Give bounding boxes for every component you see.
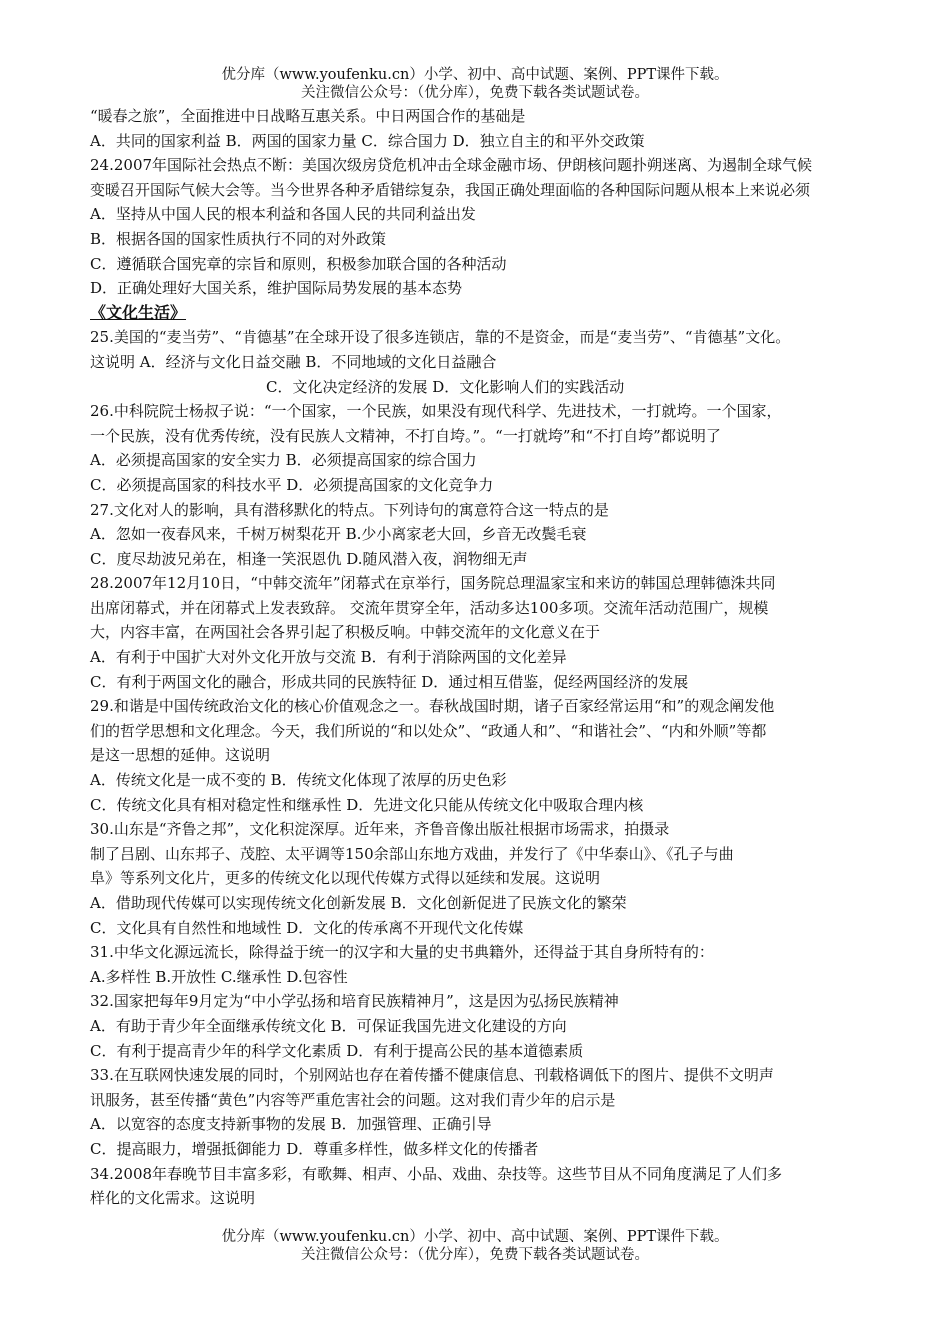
text-line: C．度尽劫波兄弟在，相逢一笑泯恩仇 D.随风潜入夜，润物细无声 — [90, 549, 528, 568]
text-line: 大，内容丰富，在两国社会各界引起了积极反响。中韩交流年的文化意义在于 — [90, 623, 601, 642]
page-header — [0, 66, 950, 102]
text-line: 24.2007年国际社会热点不断：美国次级房贷危机冲击全球金融市场、伊朗核问题扑朔迷离、为遏制全球气候 — [90, 156, 813, 175]
footer-line-2: 关注微信公众号：（优分库），免费下载各类试题试卷。 — [301, 1247, 649, 1263]
text-line: 28.2007年12月10日，“中韩交流年”闭幕式在京举行，国务院总理温家宝和来访的韩国总理韩德洙共同 — [90, 574, 776, 593]
header-line-1: 优分库（www.youfenku.cn）小学、初中、高中试题、案例、PPT课件下载。 — [221, 67, 729, 83]
text-line: A．必须提高国家的安全实力 B．必须提高国家的综合国力 — [90, 451, 477, 470]
text-line: C．有利于两国文化的融合，形成共同的民族特征 D．通过相互借鉴，促经两国经济的发展 — [90, 672, 689, 691]
text-line: 阜》等系列文化片，更多的传统文化以现代传媒方式得以延续和发展。这说明 — [90, 869, 601, 888]
page-footer — [0, 1228, 950, 1264]
text-line: 27.文化对人的影响，具有潜移默化的特点。下列诗句的寓意符合这一特点的是 — [90, 500, 609, 519]
text-line: 样化的文化需求。这说明 — [90, 1189, 256, 1208]
text-line: 26.中科院院士杨叔子说：“一个国家，一个民族，如果没有现代科学、先进技术，一打就垮。一个国家， — [90, 402, 782, 421]
text-line: 33.在互联网快速发展的同时，个别网站也存在着传播不健康信息、刊载格调低下的图片、提供不文明声 — [90, 1066, 774, 1085]
text-line: A．有助于青少年全面继承传统文化 B．可保证我国先进文化建设的方向 — [90, 1016, 567, 1035]
text-line: C．提高眼力，增强抵御能力 D．尊重多样性，做多样文化的传播者 — [90, 1139, 539, 1158]
text-line: 29.和谐是中国传统政治文化的核心价值观念之一。春秋战国时期，诸子百家经常运用“和”的观念阐发他 — [90, 697, 775, 716]
text-line: C．文化决定经济的发展 D．文化影响人们的实践活动 — [266, 377, 625, 396]
text-line: 这说明 A．经济与文化日益交融 B．不同地域的文化日益融合 — [90, 352, 497, 371]
text-line: 25.美国的“麦当劳”、“肯德基”在全球开设了很多连锁店，靠的不是资金，而是“麦当劳”、“肯德基”文化。 — [90, 328, 791, 347]
text-line: “暖春之旅”，全面推进中日战略互惠关系。中日两国合作的基础是 — [90, 107, 526, 125]
document-body — [90, 104, 880, 1211]
text-line: D．正确处理好大国关系，维护国际局势发展的基本态势 — [90, 279, 463, 298]
text-line: C．传统文化具有相对稳定性和继承性 D．先进文化只能从传统文化中吸取合理内核 — [90, 795, 644, 814]
text-line: A.多样性 B.开放性 C.继承性 D.包容性 — [90, 967, 348, 986]
text-line: 31.中华文化源远流长，除得益于统一的汉字和大量的史书典籍外，还得益于其自身所特有的： — [90, 943, 714, 962]
text-line: B．根据各国的国家性质执行不同的对外政策 — [90, 229, 387, 248]
text-line: 出席闭幕式，并在闭幕式上发表致辞。 交流年贯穿全年，活动多达100多项。交流年活动范围广，规模 — [90, 598, 769, 617]
text-line: A．传统文化是一成不变的 B．传统文化体现了浓厚的历史色彩 — [90, 771, 507, 790]
text-line: 34.2008年春晚节目丰富多彩，有歌舞、相声、小品、戏曲、杂技等。这些节目从不同角度满足了人们多 — [90, 1164, 783, 1183]
text-line: A．有利于中国扩大对外文化开放与交流 B．有利于消除两国的文化差异 — [90, 648, 567, 667]
text-line: A．忽如一夜春风来，千树万树梨花开 B.少小离家老大回，乡音无改鬓毛衰 — [90, 525, 587, 544]
text-line: A．借助现代传媒可以实现传统文化创新发展 B．文化创新促进了民族文化的繁荣 — [90, 894, 627, 912]
text-line: C．有利于提高青少年的科学文化素质 D．有利于提高公民的基本道德素质 — [90, 1041, 584, 1060]
text-line: 讯服务，甚至传播“黄色”内容等严重危害社会的问题。这对我们青少年的启示是 — [90, 1090, 616, 1109]
text-line: C．遵循联合国宪章的宗旨和原则，积极参加联合国的各种活动 — [90, 254, 507, 273]
text-line: 们的哲学思想和文化理念。今天，我们所说的“和以处众”、“政通人和”、“和谐社会”、“内和外顺”等都 — [90, 721, 767, 740]
section-title: 《文化生活》 — [90, 302, 187, 322]
footer-line-1: 优分库（www.youfenku.cn）小学、初中、高中试题、案例、PPT课件下载。 — [221, 1229, 729, 1245]
text-line: 变暖召开国际气候大会等。当今世界各种矛盾错综复杂，我国正确处理面临的各种国际问题从根本上来说必须 — [90, 180, 811, 199]
text-line: C．必须提高国家的科技水平 D．必须提高国家的文化竞争力 — [90, 475, 494, 494]
text-line: 是这一思想的延伸。这说明 — [90, 746, 271, 765]
text-line: A．以宽容的态度支持新事物的发展 B．加强管理、正确引导 — [90, 1115, 492, 1134]
text-line: C．文化具有自然性和地域性 D．文化的传承离不开现代文化传媒 — [90, 918, 524, 937]
text-line: 32.国家把每年9月定为“中小学弘扬和培育民族精神月”，这是因为弘扬民族精神 — [90, 992, 619, 1011]
text-line: A．共同的国家利益 B．两国的国家力量 C．综合国力 D．独立自主的和平外交政策 — [90, 131, 645, 150]
header-line-2: 关注微信公众号：（优分库），免费下载各类试题试卷。 — [301, 85, 649, 101]
text-line: 制了吕剧、山东邦子、茂腔、太平调等150余部山东地方戏曲，并发行了《中华泰山》、《孔子与曲 — [90, 844, 734, 863]
text-line: 一个民族，没有优秀传统，没有民族人文精神，不打自垮。”。“一打就垮”和“不打自垮”都说明了 — [90, 426, 721, 445]
text-line: 30.山东是“齐鲁之邦”，文化积淀深厚。近年来，齐鲁音像出版社根据市场需求，拍摄录 — [90, 820, 670, 839]
text-line: A．坚持从中国人民的根本利益和各国人民的共同利益出发 — [90, 205, 476, 224]
